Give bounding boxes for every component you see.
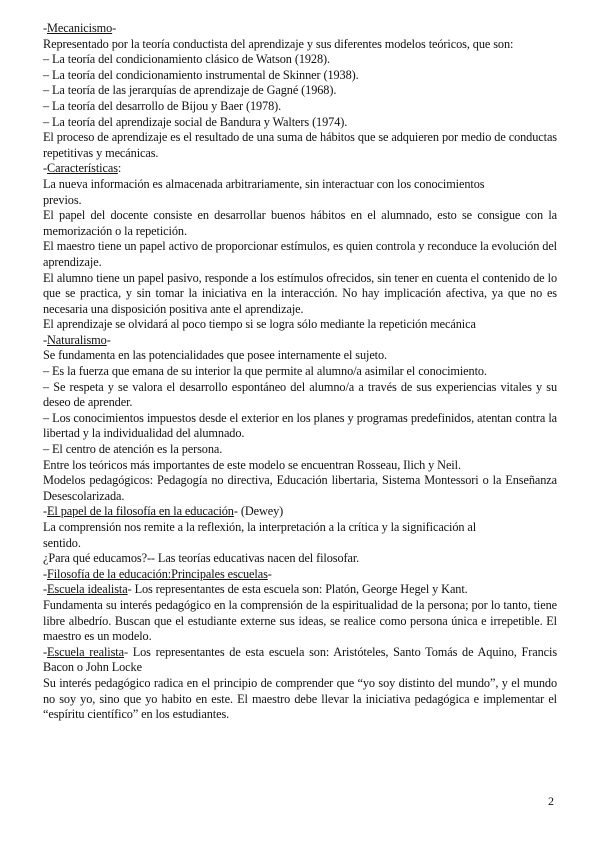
paragraph-modelos-pedagogicos: Modelos pedagógicos: Pedagogía no directiva, Educación libertaria, Sistema Montessori o la Enseñanza Desescolarizada. xyxy=(43,473,557,503)
list-item-bandura-walters: – La teoría del aprendizaje social de Bandura y Walters (1974). xyxy=(43,114,348,129)
heading-papel-filosofia-author: - (Dewey) xyxy=(233,504,284,519)
paragraph-teoricos: Entre los teóricos más importantes de este modelo se encuentran Rosseau, Ilich y Neil. xyxy=(43,457,461,472)
paragraph-sentido: sentido. xyxy=(43,535,81,550)
paragraph-para-que-educamos: ¿Para qué educamos?-- Las teorías educativas nacen del filosofar. xyxy=(43,551,360,566)
heading-filosofia-educacion: -Filosofía de la educación:Principales escuelas- xyxy=(43,566,272,581)
paragraph-previos: previos. xyxy=(43,192,82,207)
heading-escuela-realista-text: Escuela realista xyxy=(47,644,124,659)
list-item-skinner: – La teoría del condicionamiento instrumental de Skinner (1938). xyxy=(43,67,359,82)
paragraph-papel-alumno: El alumno tiene un papel pasivo, responde a los estímulos ofrecidos, sin tener en cuenta el contenido de lo que se practica, y sin tomar la iniciativa en la interacción. No hay implicación afectiva, ya que no es necesaria una disposición positiva ante el aprendizaje. xyxy=(43,270,557,316)
escuela-idealista-representantes: - Los representantes de esta escuela son: Platón, George Hegel y Kant. xyxy=(127,582,468,597)
paragraph-idealista: Fundamenta su interés pedagógico en la comprensión de la espiritualidad de la persona; por lo tanto, tiene libre albedrío. Buscan que el estudiante externe sus ideas, se realice como persona única e irrepetible. El maestro es un modelo. xyxy=(43,597,557,644)
paragraph-papel-maestro: El maestro tiene un papel activo de proporcionar estímulos, es quien controla y reconduce la evolución del aprendizaje. xyxy=(43,239,557,269)
paragraph-realista: Su interés pedagógico radica en el principio de comprender que “yo soy distinto del mundo”, y el mundo no soy yo, sino que yo habito en este. El maestro debe llevar la iniciativa pedagógica e implementar el “espíritu científico” en los estudiantes. xyxy=(43,675,557,722)
heading-papel-filosofia-text: El papel de la filosofía en la educación xyxy=(47,504,234,519)
heading-escuela-realista: -Escuela realista- Los representantes de esta escuela son: Aristóteles, Santo Tomás de Aquino, Francis Bacon o John Locke xyxy=(43,644,557,675)
paragraph-olvido: El aprendizaje se olvidará al poco tiempo si se logra sólo mediante la repetición mecánica xyxy=(43,317,476,332)
paragraph-intro-conductismo: Representado por la teoría conductista del aprendizaje y sus diferentes modelos teóricos, que son: xyxy=(43,36,514,51)
heading-caracteristicas: -Características: xyxy=(43,161,122,176)
list-item-conocimientos-impuestos: – Los conocimientos impuestos desde el exterior en los planes y programas predefinidos, atentan contra la libertad y la individualidad del alumnado. xyxy=(43,410,557,441)
heading-mecanicismo-text: Mecanicismo xyxy=(47,21,113,35)
paragraph-nueva-informacion: La nueva información es almacenada arbitrariamente, sin interactuar con los conocimientos xyxy=(43,176,485,191)
list-item-desarrollo-espontaneo: – Se respeta y se valora el desarrollo espontáneo del alumno/a a través de sus experiencias vitales y su deseo de aprender. xyxy=(43,379,557,410)
heading-mecanicismo: -Mecanicismo- xyxy=(43,21,117,35)
paragraph-potencialidades: Se fundamenta en las potencialidades que posee internamente el sujeto. xyxy=(43,348,388,363)
list-item-gagne: – La teoría de las jerarquías de aprendizaje de Gagné (1968). xyxy=(43,83,337,98)
list-item-fuerza-interior: – Es la fuerza que emana de su interior la que permite al alumno/a asimilar el conocimiento. xyxy=(43,364,487,379)
document-body xyxy=(43,21,557,723)
escuela-realista-representantes: - Los representantes de esta escuela son: Aristóteles, Santo Tomás de Aquino, Francis Bacon o John Locke xyxy=(43,644,557,675)
heading-filosofia-educacion-text: Filosofía de la educación:Principales escuelas xyxy=(47,566,268,581)
list-item-bijou-baer: – La teoría del desarrollo de Bijou y Baer (1978). xyxy=(43,98,282,113)
paragraph-papel-docente: El papel del docente consiste en desarrollar buenos hábitos en el alumnado, esto se consigue con la memorización o la repetición. xyxy=(43,208,557,238)
heading-papel-filosofia: -El papel de la filosofía en la educación- (Dewey) xyxy=(43,504,284,519)
heading-caracteristicas-text: Características xyxy=(47,161,118,176)
paragraph-proceso-aprendizaje: El proceso de aprendizaje es el resultado de una suma de hábitos que se adquieren por medio de conductas repetitivas y mecánicas. xyxy=(43,130,557,160)
heading-naturalismo-text: Naturalismo xyxy=(47,332,107,347)
heading-escuela-idealista-text: Escuela idealista xyxy=(47,582,128,597)
heading-naturalismo: -Naturalismo- xyxy=(43,332,111,347)
list-item-watson: – La teoría del condicionamiento clásico de Watson (1928). xyxy=(43,52,330,67)
page-number: 2 xyxy=(548,794,554,808)
list-item-centro-atencion: – El centro de atención es la persona. xyxy=(43,442,223,457)
paragraph-comprension: La comprensión nos remite a la reflexión, la interpretación a la crítica y la significación al xyxy=(43,520,477,534)
heading-escuela-idealista: -Escuela idealista- Los representantes de esta escuela son: Platón, George Hegel y Kant. xyxy=(43,582,468,597)
